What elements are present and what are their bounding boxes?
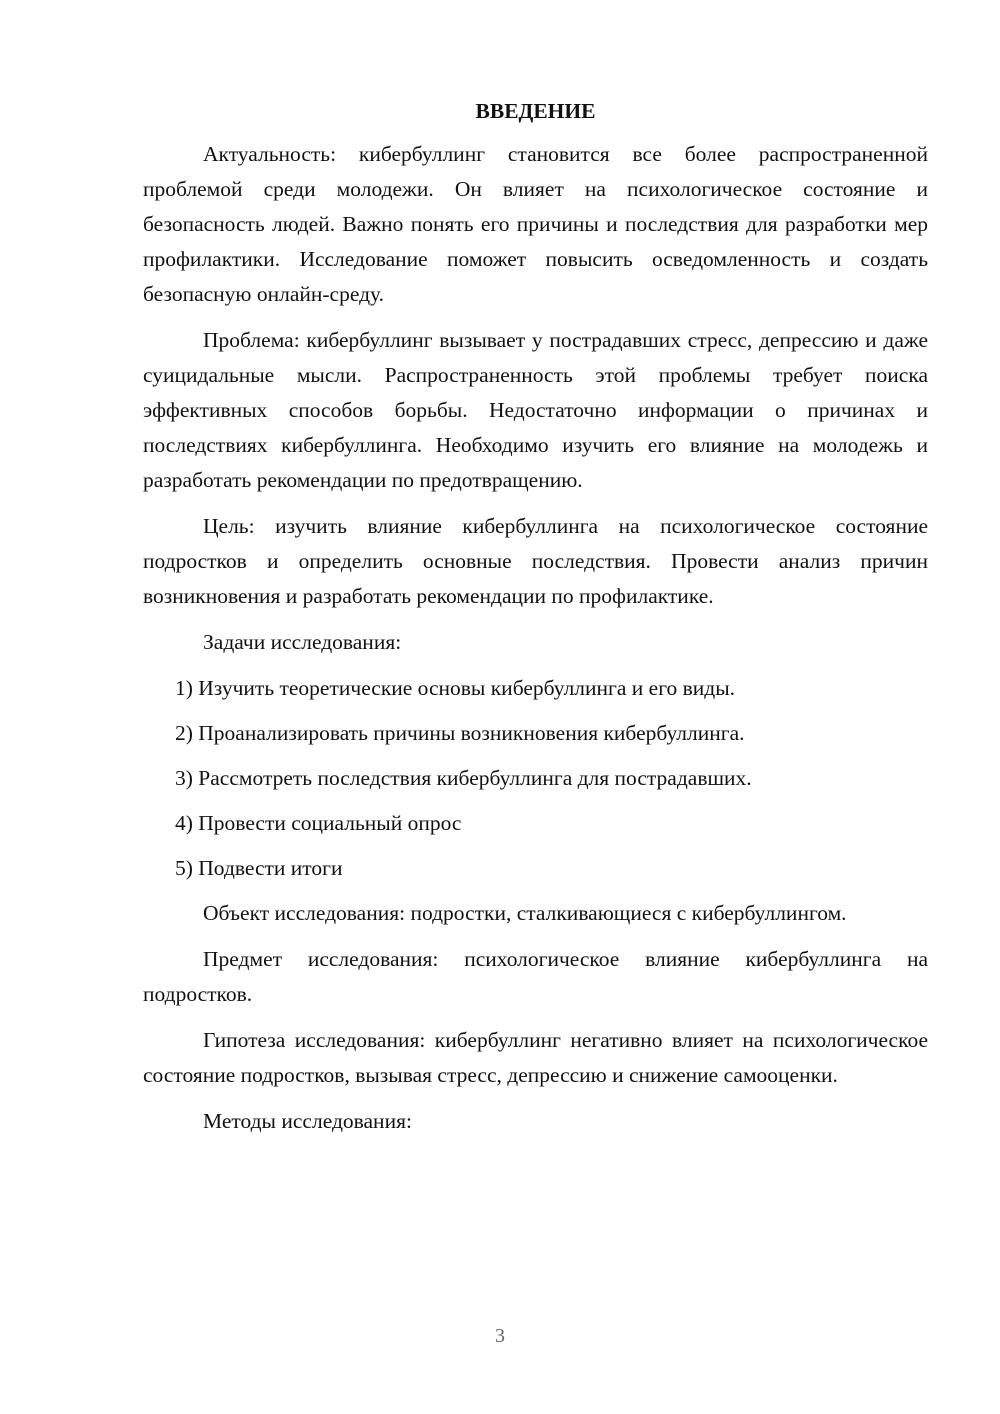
section-title: ВВЕДЕНИЕ <box>475 99 596 123</box>
page-number: 3 <box>495 1325 505 1347</box>
list-item: 1) Изучить теоретические основы кибербуллинга и его виды. <box>175 676 736 700</box>
paragraph-subject: Предмет исследования: психологическое влияние кибербуллинга на подростков. <box>143 947 928 1006</box>
paragraph-goal: Цель: изучить влияние кибербуллинга на психологическое состояние подростков и определить основные последствия. Провести анализ причин возникновения и разработать рекомендации по профилактике. <box>143 514 928 608</box>
paragraph-relevance: Актуальность: кибербуллинг становится все более распространенной проблемой среди молодежи. Он влияет на психологическое состояние и безопасность людей. Важно понять его причины и последствия для разработки мер профилактики. Исследование поможет повысить осведомленность и создать безопасную онлайн-среду. <box>143 142 928 306</box>
paragraph-hypothesis: Гипотеза исследования: кибербуллинг негативно влияет на психологическое состояние подростков, вызывая стресс, депрессию и снижение самооценки. <box>143 1028 928 1087</box>
list-item: 2) Проанализировать причины возникновения кибербуллинга. <box>175 721 745 745</box>
tasks-list <box>143 671 928 886</box>
list-item: 3) Рассмотреть последствия кибербуллинга для пострадавших. <box>175 766 752 790</box>
document-page <box>143 96 928 1150</box>
list-item: 4) Провести социальный опрос <box>175 811 462 835</box>
tasks-heading: Задачи исследования: <box>203 630 402 654</box>
paragraph-problem: Проблема: кибербуллинг вызывает у пострадавших стресс, депрессию и даже суицидальные мысли. Распространенность этой проблемы требует поиска эффективных способов борьбы. Недостаточно информации о причинах и последствиях кибербуллинга. Необходимо изучить его влияние на молодежь и разработать рекомендации по предотвращению. <box>143 328 928 492</box>
list-item: 5) Подвести итоги <box>175 856 343 880</box>
methods-heading: Методы исследования: <box>203 1109 412 1133</box>
paragraph-object: Объект исследования: подростки, сталкивающиеся с кибербуллингом. <box>203 901 847 925</box>
